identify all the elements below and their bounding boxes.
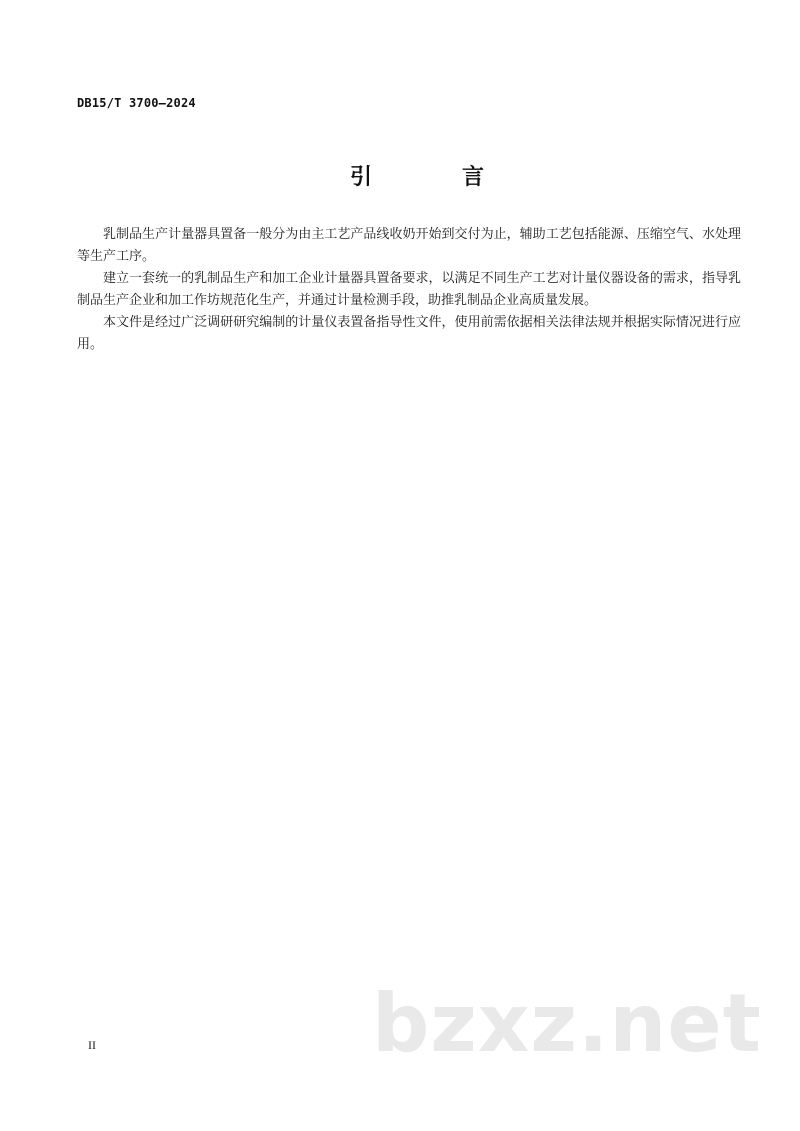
section-title: 引 言 (349, 165, 518, 190)
paragraph-1: 乳制品生产计量器具置备一般分为由主工艺产品线收奶开始到交付为止，辅助工艺包括能源、压缩空气、水处理等生产工序。 (77, 227, 741, 264)
paragraph-2: 建立一套统一的乳制品生产和加工企业计量器具置备要求，以满足不同生产工艺对计量仪器设备的需求，指导乳制品生产企业和加工作坊规范化生产，并通过计量检测手段，助推乳制品企业高质量发展。 (77, 271, 741, 308)
document-body (77, 224, 741, 356)
watermark-logo: bzxz.net (372, 977, 762, 1070)
document-code: DB15/T 3700—2024 (77, 96, 196, 110)
paragraph-3: 本文件是经过广泛调研研究编制的计量仪表置备指导性文件，使用前需依据相关法律法规并根据实际情况进行应用。 (77, 315, 741, 352)
page-number: II (88, 1038, 96, 1052)
